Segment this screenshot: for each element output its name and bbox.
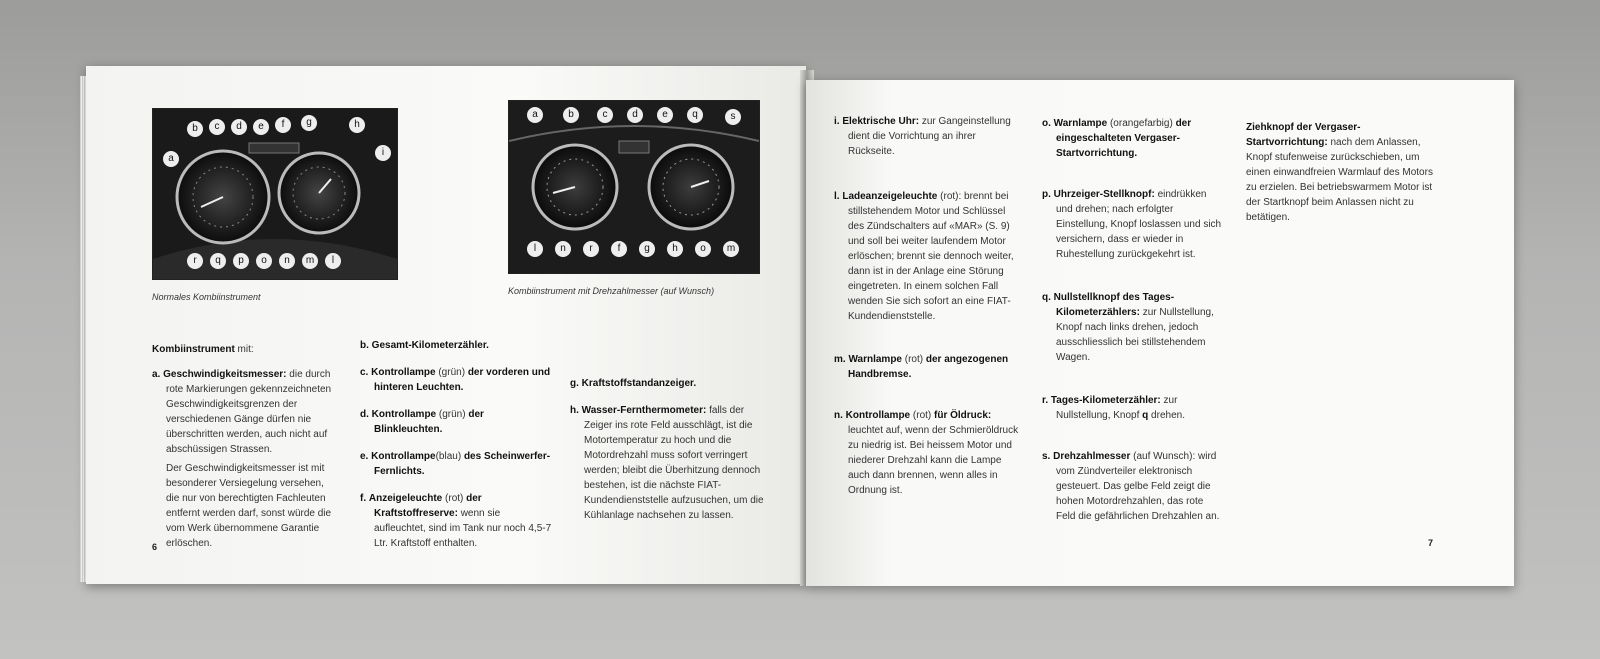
entry-s-letter: s. <box>1042 451 1051 462</box>
entry-p-letter: p. <box>1042 189 1051 200</box>
entry-f-mid: (rot) <box>442 493 467 504</box>
entry-a-text-2: Der Geschwindigkeitsmesser ist mit besonderer Versiegelung versehen, die nur von berechtigten Fachleuten entfernt werden darf, sonst würde die vom Werk übernommene Garantie erlöschen. <box>166 463 332 549</box>
entry-o-term-2: der eingeschalteten Vergaser-Startvorrichtung. <box>1056 118 1192 159</box>
left-column-1 <box>152 342 338 551</box>
callout: r <box>583 241 599 257</box>
entry-g <box>570 376 766 391</box>
entry-f-text: wenn sie aufleuchtet, sind im Tank nur noch 4,5-7 Ltr. Kraftstoff enthalten. <box>374 508 552 549</box>
entry-g-term: Kraftstoffstandanzeiger. <box>581 378 697 389</box>
left-column-2 <box>360 338 554 551</box>
entry-q-text: zur Nullstellung, Knopf nach links drehen, jedoch ausschliesslich bei stillstehendem Wagen. <box>1056 307 1214 363</box>
entry-l-letter: l. <box>834 191 840 202</box>
entry-h <box>570 403 766 523</box>
callout: s <box>725 109 741 125</box>
entry-p <box>1042 187 1222 262</box>
right-column-2 <box>1042 116 1222 524</box>
entry-r-term: Tages-Kilometerzähler: <box>1050 395 1161 406</box>
callout: q <box>687 107 703 123</box>
figure-a-caption: Normales Kombiinstrument <box>152 292 261 302</box>
callout: f <box>611 241 627 257</box>
entry-n-term-2: für Öldruck: <box>934 410 992 421</box>
entry-s-term: Drehzahlmesser <box>1053 451 1131 462</box>
entry-r <box>1042 393 1222 423</box>
entry-c-mid: (grün) <box>435 367 468 378</box>
entry-m-term-2: der angezogenen Handbremse. <box>848 354 1009 380</box>
entry-f-term-2: der Kraftstoffreserve: <box>374 493 482 519</box>
page-number-left: 6 <box>152 542 158 552</box>
entry-d-mid: (grün) <box>436 409 469 420</box>
right-column-1 <box>834 114 1022 498</box>
entry-e-mid: (blau) <box>435 451 464 462</box>
callout: g <box>301 115 317 131</box>
entry-b-letter: b. <box>360 340 369 351</box>
entry-n-letter: n. <box>834 410 843 421</box>
callout: l <box>325 253 341 269</box>
entry-c-letter: c. <box>360 367 369 378</box>
entry-e-term-2: des Scheinwerfer-Fernlichts. <box>374 451 551 477</box>
entry-i-text: zur Gangeinstellung dient die Vorrichtung an ihrer Rückseite. <box>848 116 1011 157</box>
entry-m-mid: (rot) <box>901 354 926 365</box>
entry-h-term: Wasser-Fernthermometer: <box>581 405 707 416</box>
figure-tachometer-instrument-cluster <box>508 100 760 274</box>
entry-p-term: Uhrzeiger-Stellknopf: <box>1053 189 1155 200</box>
entry-c-term-2: der vorderen und hinteren Leuchten. <box>374 367 551 393</box>
callout: q <box>210 253 226 269</box>
callout: b <box>187 121 203 137</box>
callout: d <box>627 107 643 123</box>
entry-o-term: Warnlampe <box>1053 118 1108 129</box>
entry-b-term: Gesamt-Kilometerzähler. <box>371 340 489 351</box>
intro-line <box>152 342 338 357</box>
entry-l-text: (rot): brennt bei stillstehendem Motor und Schlüssel des Zündschalters auf «MAR» (S. 9) und soll bei weiter laufendem Motor erlöschen; brennt sie dennoch weiter, dann ist in der Anlage eine Störung eingetreten. In einem solchen Fall wenden Sie sich sofort an eine FIAT-Kundendienststelle. <box>848 191 1014 322</box>
figure-normal-instrument-cluster <box>152 108 398 280</box>
callout: r <box>187 253 203 269</box>
entry-o-mid: (orangefarbig) <box>1107 118 1176 129</box>
entry-a <box>152 367 338 457</box>
callout: e <box>657 107 673 123</box>
callout: e <box>253 119 269 135</box>
entry-m <box>834 352 1022 382</box>
entry-l <box>834 189 1022 324</box>
entry-n-term: Kontrollampe <box>845 410 911 421</box>
callout: g <box>639 241 655 257</box>
intro-rest: mit: <box>234 344 254 355</box>
callout: d <box>231 119 247 135</box>
entry-n-text: leuchtet auf, wenn der Schmieröldruck zu niedrig ist. Bei heissem Motor und niederer Drehzahl kann die Lampe auch dann brennen, wenn alles in Ordnung ist. <box>848 425 1019 496</box>
entry-l-term: Ladeanzeigeleuchte <box>842 191 938 202</box>
callout: a <box>527 107 543 123</box>
entry-d <box>360 407 554 437</box>
callout: b <box>563 107 579 123</box>
entry-q <box>1042 290 1222 365</box>
callout: m <box>723 241 739 257</box>
entry-z-term: Ziehknopf der Vergaser-Startvorrichtung: <box>1246 122 1361 148</box>
callout: f <box>275 117 291 133</box>
entry-s-text: (auf Wunsch): wird vom Zündverteiler elektronisch gesteuert. Das gelbe Feld zeigt die hohen Motordrehzahlen, das rote Feld die gefährlichen Drehzahlen an. <box>1056 451 1220 522</box>
callout: c <box>597 107 613 123</box>
callout: h <box>349 117 365 133</box>
entry-b <box>360 338 554 353</box>
callout: o <box>695 241 711 257</box>
entry-z-text: nach dem Anlassen, Knopf stufenweise zurückschieben, um einen einwandfreien Warmlauf des Motors zu erzielen. Bei betriebswarmem Motor ist der Startknopf beim Anlassen nicht zu betätigen. <box>1246 137 1433 223</box>
right-page <box>806 80 1514 586</box>
entry-f-letter: f. <box>360 493 367 504</box>
entry-e-term: Kontrollampe <box>371 451 436 462</box>
callout: n <box>279 253 295 269</box>
entry-d-letter: d. <box>360 409 369 420</box>
entry-a-letter: a. <box>152 369 161 380</box>
callout: o <box>256 253 272 269</box>
callout: m <box>302 253 318 269</box>
entry-f-term: Anzeigeleuchte <box>368 493 443 504</box>
entry-e-letter: e. <box>360 451 369 462</box>
entry-r-text: zur Nullstellung, Knopf <box>1056 395 1178 421</box>
entry-r-letter: r. <box>1042 395 1049 406</box>
entry-n <box>834 408 1022 498</box>
entry-o <box>1042 116 1222 161</box>
entry-i-letter: i. <box>834 116 840 127</box>
left-page <box>86 66 806 584</box>
entry-h-text: falls der Zeiger ins rote Feld ausschlägt, ist die Motortemperatur zu hoch und die Motordrehzahl muss sofort verringert werden; bleibt die Überhitzung dennoch bestehen, ist die nächste FIAT-Kundendienststelle aufzusuchen, um die Kühlanlage nachsehen zu lassen. <box>584 405 764 521</box>
callout: c <box>209 119 225 135</box>
left-column-3 <box>570 376 766 523</box>
entry-o-letter: o. <box>1042 118 1051 129</box>
entry-n-mid: (rot) <box>910 410 935 421</box>
entry-m-letter: m. <box>834 354 846 365</box>
figure-a-callouts-bottom <box>187 253 397 271</box>
intro-term: Kombiinstrument <box>152 344 235 355</box>
figure-b-callouts-top <box>527 107 757 125</box>
entry-i <box>834 114 1022 159</box>
entry-s <box>1042 449 1222 524</box>
entry-i-term: Elektrische Uhr: <box>842 116 920 127</box>
callout: i <box>375 145 391 161</box>
callout: l <box>527 241 543 257</box>
callout: a <box>163 151 179 167</box>
entry-a-text: die durch rote Markierungen gekennzeichneten Geschwindigkeitsgrenzen der verschiedenen Gänge dürfen nie überschritten werden, auch nicht auf abschüssigen Strassen. <box>166 369 332 455</box>
entry-q-letter: q. <box>1042 292 1051 303</box>
entry-vergaser-startvorrichtung <box>1246 120 1436 225</box>
callout: n <box>555 241 571 257</box>
entry-q-term: Nullstellknopf des Tages-Kilometerzählers: <box>1053 292 1175 318</box>
entry-d-term-2: der Blinkleuchten. <box>374 409 484 435</box>
entry-d-term: Kontrollampe <box>371 409 437 420</box>
entry-r-bold: q <box>1142 410 1149 421</box>
figure-b-caption: Kombiinstrument mit Drehzahlmesser (auf Wunsch) <box>508 286 715 296</box>
entry-e <box>360 449 554 479</box>
entry-m-term: Warnlampe <box>848 354 902 365</box>
entry-h-letter: h. <box>570 405 579 416</box>
right-column-3 <box>1246 120 1436 225</box>
entry-a-term: Geschwindigkeitsmesser: <box>163 369 287 380</box>
entry-c <box>360 365 554 395</box>
entry-p-text: eindrükken und drehen; nach erfolgter Einstellung, Knopf loslassen und sich versichern, dass er wieder in Ruhestellung zurückgekehrt ist. <box>1056 189 1222 260</box>
entry-f <box>360 491 554 551</box>
entry-c-term: Kontrollampe <box>371 367 436 378</box>
entry-r-text-2: drehen. <box>1148 410 1185 421</box>
entry-g-letter: g. <box>570 378 579 389</box>
page-number-right: 7 <box>1428 538 1434 548</box>
callout: h <box>667 241 683 257</box>
callout: p <box>233 253 249 269</box>
figure-b-callouts-bottom <box>527 241 757 259</box>
